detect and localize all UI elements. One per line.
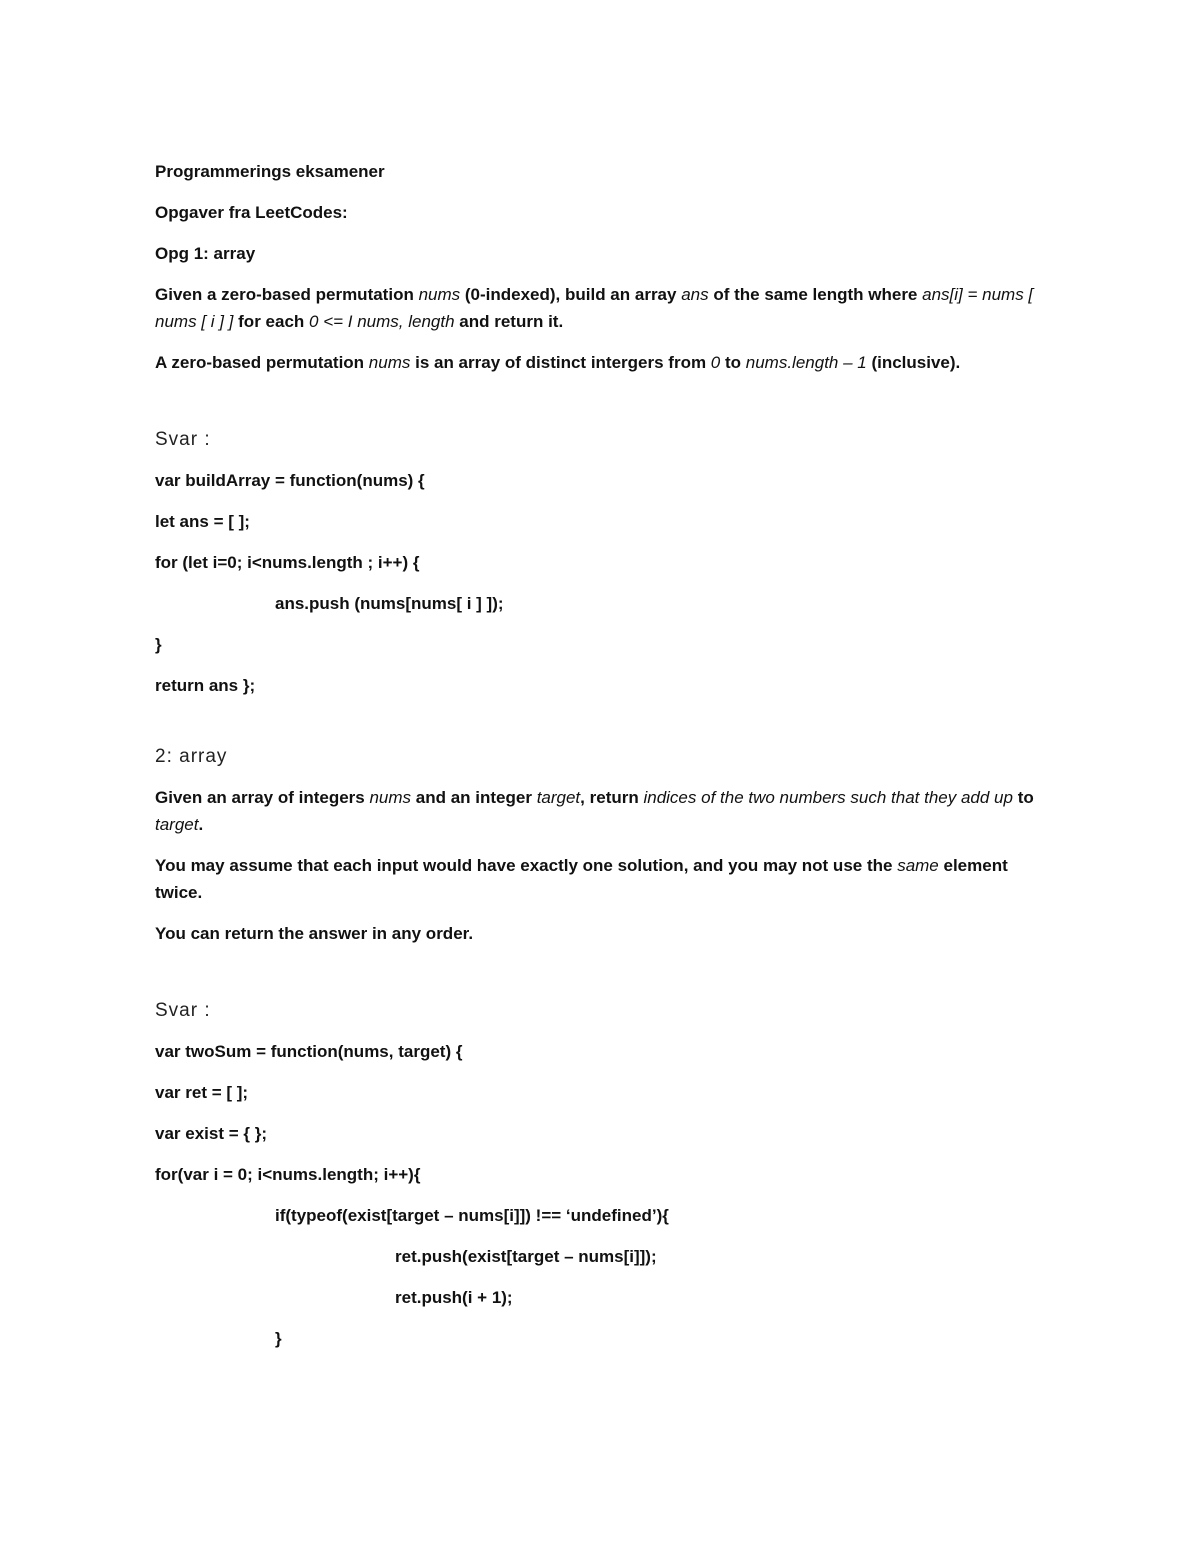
text-run: element twice. (155, 856, 1008, 902)
text-run-italic: same (897, 856, 939, 875)
text-run: . (198, 815, 204, 834)
text-run-italic: nums (418, 285, 461, 304)
task2-paragraph-2 (155, 852, 1055, 906)
task2-code-line: var exist = { }; (155, 1124, 267, 1143)
task1-code-line: var buildArray = function(nums) { (155, 471, 425, 490)
task2-code-line: for(var i = 0; i<nums.length; i++){ (155, 1165, 421, 1184)
spacer (155, 390, 1055, 426)
task2-code-line: ret.push(exist[target – nums[i]]); (395, 1247, 657, 1266)
text-run-italic: target (155, 815, 199, 834)
text-run-italic: indices of the two numbers such that they add up (643, 788, 1013, 807)
text-run: (inclusive). (866, 353, 961, 372)
task1-paragraph-1 (155, 281, 1055, 335)
text-run-italic: 0 (710, 353, 721, 372)
text-run-italic: nums (369, 788, 412, 807)
text-run-italic: nums.length – 1 (745, 353, 867, 372)
task1-code-line: return ans }; (155, 676, 256, 695)
task1-code-line: let ans = [ ]; (155, 512, 250, 531)
task2-code-line: if(typeof(exist[target – nums[i]]) !== ‘undefined’){ (275, 1206, 669, 1225)
task2-code-line: var twoSum = function(nums, target) { (155, 1042, 463, 1061)
text-run-italic: 0 <= I nums, length (309, 312, 455, 331)
task2-code-line: var ret = [ ]; (155, 1083, 249, 1102)
text-run: to (720, 353, 746, 372)
text-run: for each (233, 312, 310, 331)
task1-answer-label: Svar : (155, 429, 211, 450)
text-run-italic: target (536, 788, 581, 807)
text-run: and an integer (411, 788, 537, 807)
text-run-italic: ans[i] = nums [ nums [ i ] ] (155, 285, 1034, 331)
spacer (155, 713, 1055, 743)
spacer (155, 961, 1055, 997)
task1-code-line: } (155, 635, 162, 654)
task2-code-line: } (275, 1329, 282, 1348)
task1-code-line: for (let i=0; i<nums.length ; i++) { (155, 553, 420, 572)
task1-paragraph-2 (155, 349, 1055, 376)
text-run-italic: nums (368, 353, 411, 372)
text-run: Given an array of integers (155, 788, 370, 807)
task1-heading: Opg 1: array (155, 244, 256, 263)
text-run: (0-indexed), build an array (460, 285, 682, 304)
task2-paragraph-3: You can return the answer in any order. (155, 924, 474, 943)
text-run: A zero-based permutation (155, 353, 369, 372)
text-run: and return it. (454, 312, 564, 331)
text-run: Given a zero-based permutation (155, 285, 419, 304)
text-run: You may assume that each input would have exactly one solution, and you may not use the (155, 856, 898, 875)
task2-paragraph-1 (155, 784, 1055, 838)
document-subtitle: Opgaver fra LeetCodes: (155, 203, 348, 222)
task2-answer-label: Svar : (155, 1000, 211, 1021)
document-content (155, 158, 1055, 1366)
text-run: , return (580, 788, 644, 807)
text-run: to (1012, 788, 1034, 807)
task1-code-line: ans.push (nums[nums[ i ] ]); (275, 594, 504, 613)
document-title: Programmerings eksamener (155, 162, 385, 181)
text-run: of the same length where (708, 285, 923, 304)
text-run: is an array of distinct intergers from (410, 353, 711, 372)
text-run-italic: ans (681, 285, 709, 304)
task2-heading: 2: array (155, 746, 228, 767)
task2-code-line: ret.push(i + 1); (395, 1288, 513, 1307)
